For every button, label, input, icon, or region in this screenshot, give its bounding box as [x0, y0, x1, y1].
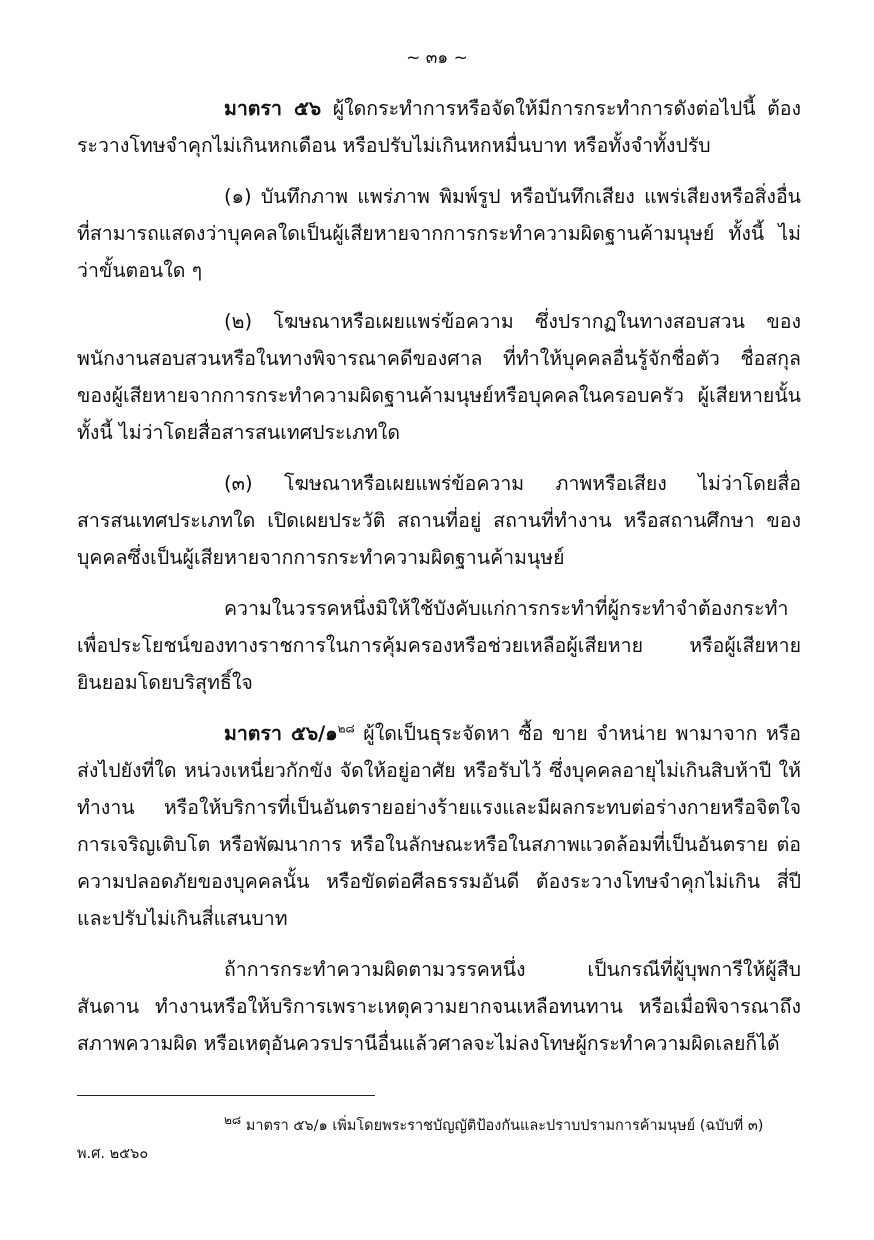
footnote: [77, 1112, 801, 1168]
section-heading: มาตรา ๕๖: [224, 97, 322, 120]
footnote-divider: [77, 1095, 375, 1096]
document-body: [77, 90, 801, 1062]
section-56-item-3: (๓) โฆษณาหรือเผยแพร่ข้อความ ภาพหรือเสียง ไม่ว่าโดยสื่อ สารสนเทศประเภทใด เปิดเผยประวัติ สถานที่อยู่ สถานที่ทำงาน หรือสถานศึกษา ของบุคคลซึ่งเป็นผู้เสียหายจากการกระทำความผิดฐานค้ามนุษย์: [77, 472, 801, 569]
page-number: ~ ๓๑ ~: [406, 48, 468, 68]
footnote-mark: ๒๘: [224, 1113, 242, 1128]
section-text: ผู้ใดกระทำการหรือจัดให้มีการกระทำการดังต่อไปนี้ ต้องระวางโทษจำคุกไม่เกินหกเดือน หรือปรับไม่เกินหกหมื่นบาท หรือทั้งจำทั้งปรับ: [77, 97, 801, 157]
footnote-line-1: [77, 1112, 801, 1140]
section-56-1-second-paragraph: ถ้าการกระทำความผิดตามวรรคหนึ่ง เป็นกรณีที่ผู้บุพการีให้ผู้สืบสันดาน ทำงานหรือให้บริการเพราะเหตุความยากจนเหลือทนทาน หรือเมื่อพิจารณาถึง สภาพความผิด หรือเหตุอันควรปรานีอื่นแล้วศาลจะไม่ลงโทษผู้กระทำความผิดเลยก็ได้: [77, 958, 801, 1055]
section-heading: มาตรา ๕๖/๑: [224, 722, 338, 745]
footnote-text: มาตรา ๕๖/๑ เพิ่มโดยพระราชบัญญัติป้องกันและปราบปรามการค้ามนุษย์ (ฉบับที่ ๓): [241, 1118, 764, 1134]
section-56-closing: ความในวรรคหนึ่งมิให้ใช้บังคับแก่การกระทำที่ผู้กระทำจำต้องกระทำ เพื่อประโยชน์ของทางราชการในการคุ้มครองหรือช่วยเหลือผู้เสียหาย หรือผู้เสียหาย ยินยอมโดยบริสุทธิ์ใจ: [77, 597, 801, 694]
section-text: ผู้ใดเป็นธุระจัดหา ซื้อ ขาย จำหน่าย พามาจาก หรือส่งไปยังที่ใด หน่วงเหนี่ยวกักขัง จัดให้อยู่อาศัย หรือรับไว้ ซึ่งบุคคลอายุไม่เกินสิบห้าปี ให้ทำงาน หรือให้บริการที่เป็นอันตรายอย่างร้ายแรงและมีผลกระทบต่อร่างกายหรือจิตใจ การเจริญเติบโต หรือพัฒนาการ หรือในลักษณะหรือในสภาพแวดล้อมที่เป็นอันตราย ต่อความปลอดภัยของบุคคลนั้น หรือขัดต่อศีลธรรมอันดี ต้องระวางโทษจำคุกไม่เกิน สี่ปีและปรับไม่เกินสี่แสนบาท: [77, 722, 801, 930]
section-56-1-body: [77, 715, 801, 937]
footnote-line-2: พ.ศ. ๒๕๖๐: [77, 1146, 149, 1162]
section-56-item-1: (๑) บันทึกภาพ แพร่ภาพ พิมพ์รูป หรือบันทึกเสียง แพร่เสียงหรือสิ่งอื่น ที่สามารถแสดงว่าบุคคลใดเป็นผู้เสียหายจากการกระทำความผิดฐานค้ามนุษย์ ทั้งนี้ ไม่ว่าขั้นตอนใด ๆ: [77, 185, 801, 282]
footnote-reference[interactable]: ๒๘: [337, 721, 355, 736]
section-56-item-2: (๒) โฆษณาหรือเผยแพร่ข้อความ ซึ่งปรากฏในทางสอบสวน ของพนักงานสอบสวนหรือในทางพิจารณาคดีของศาล ที่ทำให้บุคคลอื่นรู้จักชื่อตัว ชื่อสกุล ของผู้เสียหายจากการกระทำความผิดฐานค้ามนุษย์หรือบุคคลในครอบครัว ผู้เสียหายนั้น ทั้งนี้ ไม่ว่าโดยสื่อสารสนเทศประเภทใด: [77, 310, 801, 444]
section-56-intro: [77, 90, 801, 164]
